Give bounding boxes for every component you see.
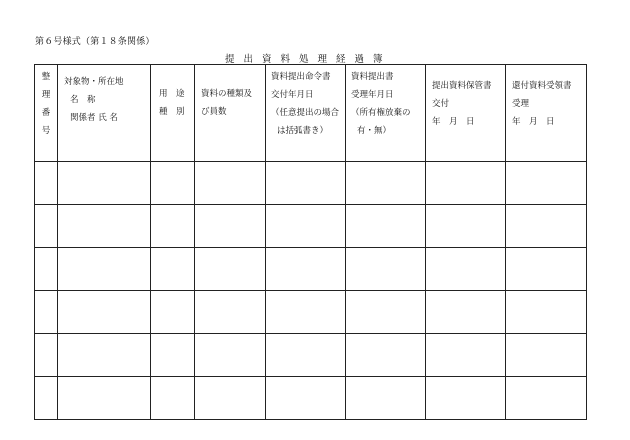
table-row — [35, 162, 587, 205]
entry-cell-target[interactable] — [58, 248, 151, 291]
entry-cell-number[interactable] — [35, 334, 58, 377]
entry-cell-receipt[interactable] — [346, 291, 426, 334]
entry-cell-target[interactable] — [58, 334, 151, 377]
table-row — [35, 291, 587, 334]
header-order-line-3: （任意提出の場合 — [271, 108, 340, 118]
entry-cell-order[interactable] — [266, 377, 346, 420]
entry-cell-material[interactable] — [195, 162, 266, 205]
header-custody — [426, 65, 506, 162]
table-row — [35, 377, 587, 420]
entry-cell-custody[interactable] — [426, 162, 506, 205]
entry-cell-material[interactable] — [195, 377, 266, 420]
header-return-line-3: 年 月 日 — [512, 117, 555, 127]
header-order-line-2: 交付年月日 — [271, 90, 314, 100]
entry-cell-order[interactable] — [266, 162, 346, 205]
header-usage-line-2: 種 別 — [159, 107, 185, 117]
entry-cell-custody[interactable] — [426, 248, 506, 291]
header-target — [58, 65, 151, 162]
header-receipt-line-3: （所有権放棄の — [351, 108, 411, 118]
entry-cell-number[interactable] — [35, 291, 58, 334]
ledger-body — [35, 162, 587, 420]
entry-cell-usage[interactable] — [151, 291, 195, 334]
entry-cell-custody[interactable] — [426, 334, 506, 377]
entry-cell-usage[interactable] — [151, 162, 195, 205]
table-row — [35, 334, 587, 377]
entry-cell-material[interactable] — [195, 334, 266, 377]
entry-cell-receipt[interactable] — [346, 377, 426, 420]
entry-cell-usage[interactable] — [151, 377, 195, 420]
entry-cell-target[interactable] — [58, 377, 151, 420]
entry-cell-target[interactable] — [58, 205, 151, 248]
header-receipt-line-4: 有・無） — [357, 126, 392, 136]
header-number — [35, 65, 58, 162]
table-row — [35, 205, 587, 248]
header-usage — [151, 65, 195, 162]
entry-cell-return[interactable] — [506, 248, 587, 291]
header-custody-line-1: 提出資料保管書 — [432, 81, 492, 91]
header-receipt-line-2: 受理年月日 — [351, 90, 394, 100]
header-target-line-2: 名 称 — [70, 95, 96, 105]
entry-cell-usage[interactable] — [151, 248, 195, 291]
entry-cell-order[interactable] — [266, 334, 346, 377]
header-target-line-1: 対象物・所在地 — [64, 77, 124, 87]
header-receipt-line-1: 資料提出書 — [351, 72, 394, 82]
header-order-line-1: 資料提出命令書 — [271, 72, 331, 82]
entry-cell-number[interactable] — [35, 377, 58, 420]
entry-cell-receipt[interactable] — [346, 334, 426, 377]
entry-cell-custody[interactable] — [426, 205, 506, 248]
header-return-line-1: 還付資料受領書 — [512, 81, 572, 91]
form-number: 第６号様式（第１８条関係） — [35, 37, 155, 47]
header-order-line-4: は括弧書き） — [277, 126, 329, 136]
entry-cell-order[interactable] — [266, 205, 346, 248]
entry-cell-custody[interactable] — [426, 377, 506, 420]
table-row — [35, 248, 587, 291]
entry-cell-target[interactable] — [58, 162, 151, 205]
header-target-line-3: 関係者 氏 名 — [70, 113, 118, 123]
header-number-line-1: 整 — [41, 72, 51, 82]
entry-cell-material[interactable] — [195, 205, 266, 248]
entry-cell-usage[interactable] — [151, 205, 195, 248]
entry-cell-material[interactable] — [195, 291, 266, 334]
entry-cell-receipt[interactable] — [346, 248, 426, 291]
entry-cell-number[interactable] — [35, 248, 58, 291]
header-custody-line-2: 交付 — [432, 99, 450, 109]
entry-cell-return[interactable] — [506, 162, 587, 205]
header-order — [266, 65, 346, 162]
header-return — [506, 65, 587, 162]
entry-cell-order[interactable] — [266, 248, 346, 291]
entry-cell-return[interactable] — [506, 377, 587, 420]
form-title: 提出資料処理経過簿 — [225, 54, 392, 65]
header-material-line-2: び員数 — [201, 107, 227, 117]
entry-cell-usage[interactable] — [151, 334, 195, 377]
entry-cell-number[interactable] — [35, 205, 58, 248]
header-material — [195, 65, 266, 162]
ledger-table — [34, 64, 587, 420]
header-row — [35, 65, 587, 162]
header-receipt — [346, 65, 426, 162]
header-number-line-3: 番 — [41, 108, 51, 118]
entry-cell-target[interactable] — [58, 291, 151, 334]
entry-cell-return[interactable] — [506, 291, 587, 334]
entry-cell-return[interactable] — [506, 334, 587, 377]
entry-cell-receipt[interactable] — [346, 205, 426, 248]
header-number-line-4: 号 — [41, 126, 51, 136]
entry-cell-custody[interactable] — [426, 291, 506, 334]
header-material-line-1: 資料の種類及 — [201, 89, 253, 99]
header-number-line-2: 理 — [41, 90, 51, 100]
entry-cell-receipt[interactable] — [346, 162, 426, 205]
header-usage-line-1: 用 途 — [159, 89, 185, 99]
entry-cell-number[interactable] — [35, 162, 58, 205]
header-return-line-2: 受理 — [512, 99, 530, 109]
entry-cell-return[interactable] — [506, 205, 587, 248]
header-custody-line-3: 年 月 日 — [432, 117, 475, 127]
entry-cell-order[interactable] — [266, 291, 346, 334]
entry-cell-material[interactable] — [195, 248, 266, 291]
